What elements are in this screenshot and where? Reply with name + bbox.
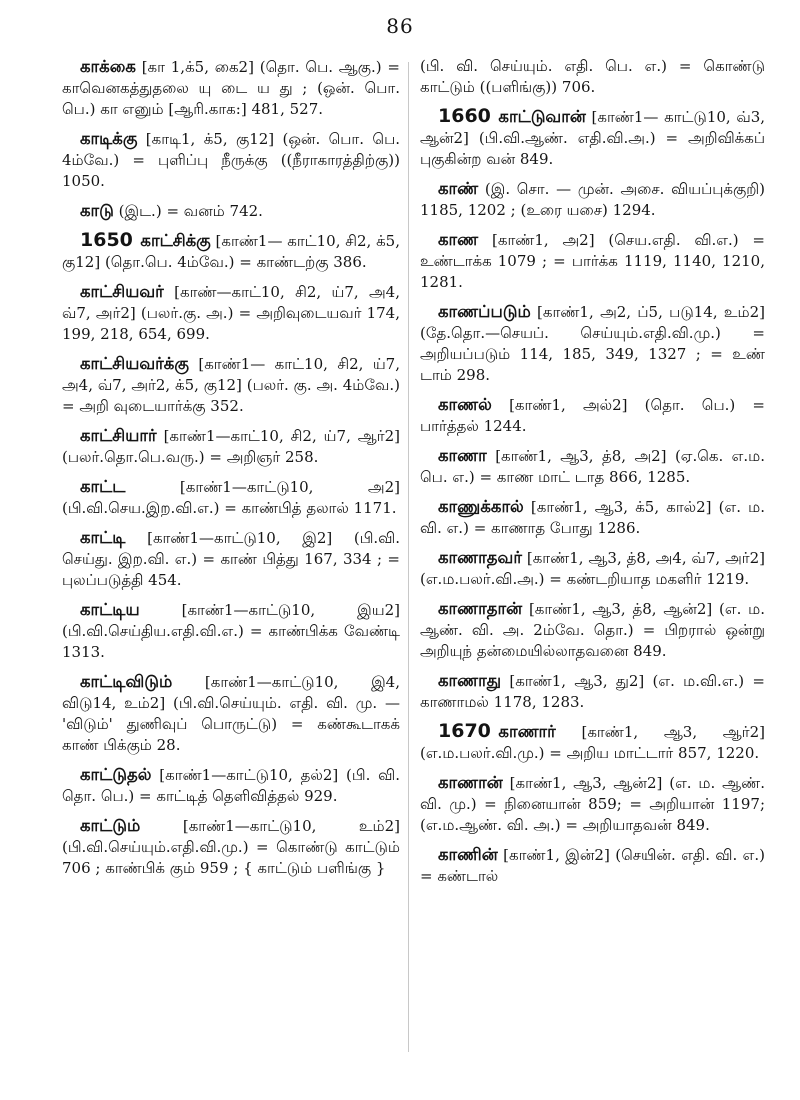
entry-definition: [காண்1— காட்10, சி2, ய்7, அ4, வ்7, அர்2, க்5, கு12] (பலர். கு. அ. 4ம்வே.) = அறி வுடையார்க்கு 352. xyxy=(62,355,400,415)
entry-definition: [காண்1—காட்டு10, இ4, விடு14, உம்2] (பி.வி.செய்யும். எதி. வி. மு. — 'விடும்' துணிவுப் பொருட்டு) = கண்கூடாகக் காண் பிக்கும் 28. xyxy=(62,673,400,754)
headword: காட்ட xyxy=(80,477,126,496)
headword: காட்டும் xyxy=(80,816,141,835)
headword: காணப்படும் xyxy=(438,302,531,321)
right-column xyxy=(420,56,765,895)
headword: காணா xyxy=(438,446,487,465)
entry-serial-number: 1670 xyxy=(438,720,491,742)
headword: காணார் xyxy=(498,722,556,741)
entry-definition: [கா 1,க்5, கை2] (தொ. பெ. ஆகு.) = காவெனகத்துதலை யு டை ய து ; (ஒன். பொ. பெ.) கா எனும் [ஆரி.காக:] 481, 527. xyxy=(62,58,400,118)
entry-definition: [காண்1—காட்டு10, அ2] (பி.வி.செய.இற.வி.எ.) = காண்பித் தலால் 1171. xyxy=(62,478,400,517)
headword: காணின் xyxy=(438,845,498,864)
dictionary-entry xyxy=(62,56,400,120)
dictionary-entry xyxy=(62,527,400,591)
entry-definition: [காண்1, ஆ3, ஆன்2] (எ. ம. ஆண். வி. மு.) = நினையான் 859; = அறியான் 1197; (எ.ம.ஆண். வி. அ.) = அறியாதவன் 849. xyxy=(420,774,765,834)
entry-serial-number: 1660 xyxy=(438,105,491,127)
entry-definition: (பி. வி. செய்யும். எதி. பெ. எ.) = கொண்டு காட்டும் ((பளிங்கு)) 706. xyxy=(420,57,765,96)
headword: காட்டுதல் xyxy=(80,765,152,784)
dictionary-entry xyxy=(420,445,765,488)
headword: காட்டுவான் xyxy=(498,107,586,126)
headword: காட்டிய xyxy=(80,600,140,619)
entry-definition: [காண்1— காட்டு10, வ்3, ஆன்2] (பி.வி.ஆண். எதி.வி.அ.) = அறிவிக்கப் புகுகின்ற வன் 849. xyxy=(420,108,765,168)
entry-definition: [காடி1, க்5, கு12] (ஒன். பொ. பெ. 4ம்வே.) = புளிப்பு நீருக்கு ((நீராகாரத்திற்கு)) 1050. xyxy=(62,130,400,190)
dictionary-entry xyxy=(62,128,400,192)
dictionary-entry xyxy=(420,721,765,764)
entry-definition: [காண்1, இன்2] (செயின். எதி. வி. எ.) = கண்டால் xyxy=(420,846,765,885)
headword: காட்டி xyxy=(80,528,126,547)
headword: காட்சிக்கு xyxy=(140,231,211,250)
headword: காட்டிவிடும் xyxy=(80,672,173,691)
headword: காண் xyxy=(438,179,479,198)
entry-definition: [காண்1, அ2, ப்5, படு14, உம்2] (தே.தொ.—செயப். செய்யும்.எதி.வி.மு.) = அறியப்படும் 114, 185, 349, 1327 ; = உண் டாம் 298. xyxy=(420,303,765,384)
entry-definition: [காண்1—காட்டு10, தல்2] (பி. வி. தொ. பெ.) = காட்டித் தெளிவித்தல் 929. xyxy=(62,766,400,805)
headword: காணல் xyxy=(438,395,492,414)
entry-definition: [காண்1, ஆ3, ஆர்2] (எ.ம.பலர்.வி.மு.) = அறிய மாட்டார் 857, 1220. xyxy=(420,723,765,762)
headword: காணாதவர் xyxy=(438,548,522,567)
page-number: 86 xyxy=(386,14,414,38)
dictionary-entry xyxy=(420,670,765,713)
entry-definition: (இட.) = வனம் 742. xyxy=(113,202,263,220)
entry-definition: [காண்1—காட்டு10, இ2] (பி.வி. செய்து. இற.வி. எ.) = காண் பித்து 167, 334 ; = புலப்படுத்தி 454. xyxy=(62,529,400,589)
dictionary-entry xyxy=(420,106,765,170)
dictionary-entry xyxy=(420,56,765,98)
headword: காட்சியவர்க்கு xyxy=(80,354,189,373)
entry-definition: [காண்1— காட்10, சி2, க்5, கு12] (தொ.பெ. 4ம்வே.) = காண்டற்கு 386. xyxy=(62,232,400,271)
entry-definition: [காண்1, ஆ3, த்8, அ2] (ஏ.கெ. எ.ம. பெ. எ.) = காண மாட் டாத 866, 1285. xyxy=(420,447,765,486)
dictionary-entry xyxy=(420,229,765,293)
dictionary-entry xyxy=(62,281,400,345)
dictionary-entry xyxy=(420,598,765,662)
dictionary-entry xyxy=(420,394,765,437)
dictionary-entry xyxy=(420,547,765,590)
entry-definition: [காண்1, அ2] (செய.எதி. வி.எ.) = உண்டாக்க 1079 ; = பார்க்க 1119, 1140, 1210, 1281. xyxy=(420,231,765,291)
dictionary-entry xyxy=(62,599,400,663)
dictionary-entry xyxy=(420,496,765,539)
left-column xyxy=(62,56,400,887)
headword: காணான் xyxy=(438,773,503,792)
entry-definition: [காண்1, ஆ3, த்8, ஆன்2] (எ. ம. ஆண். வி. அ. 2ம்வே. தொ.) = பிறரால் ஒன்று அறியுந் தன்மையில்லாதவனை 849. xyxy=(420,600,765,660)
dictionary-entry xyxy=(62,815,400,879)
headword: காணாதான் xyxy=(438,599,523,618)
dictionary-entry xyxy=(62,200,400,222)
dictionary-entry xyxy=(420,772,765,836)
headword: காடிக்கு xyxy=(80,129,138,148)
headword: காணாது xyxy=(438,671,502,690)
headword: காணுக்கால் xyxy=(438,497,524,516)
entry-definition: (இ. சொ. — முன். அசை. வியப்புக்குறி) 1185, 1202 ; (உரை யசை) 1294. xyxy=(420,180,765,219)
entry-definition: [காண்—காட்10, சி2, ய்7, அ4, வ்7, அர்2] (பலர்.கு. அ.) = அறிவுடையவர் 174, 199, 218, 654, 699. xyxy=(62,283,400,343)
entry-definition: [காண்1, அல்2] (தொ. பெ.) = பார்த்தல் 1244. xyxy=(420,396,765,435)
headword: காடு xyxy=(80,201,114,220)
entry-definition: [காண்1—காட்டு10, உம்2] (பி.வி.செய்யும்.எதி.வி.மு.) = கொண்டு காட்டும் 706 ; காண்பிக் கும் 959 ; { காட்டும் பளிங்கு } xyxy=(62,817,400,877)
dictionary-entry xyxy=(62,353,400,417)
dictionary-entry xyxy=(62,476,400,519)
dictionary-entry xyxy=(420,844,765,887)
dictionary-entry xyxy=(62,230,400,273)
dictionary-entry xyxy=(62,425,400,468)
entry-definition: [காண்1, ஆ3, த்8, அ4, வ்7, அர்2] (எ.ம.பலர்.வி.அ.) = கண்டறியாத மகளிர் 1219. xyxy=(420,549,765,588)
column-divider xyxy=(408,62,409,1052)
entry-definition: [காண்1, ஆ3, து2] (எ. ம.வி.எ.) = காணாமல் 1178, 1283. xyxy=(420,672,765,711)
entry-definition: [காண்1—காட்டு10, இய2] (பி.வி.செய்திய.எதி.வி.எ.) = காண்பிக்க வேண்டி 1313. xyxy=(62,601,400,661)
entry-definition: [காண்1—காட்10, சி2, ய்7, ஆர்2] (பலர்.தொ.பெ.வரு.) = அறிஞர் 258. xyxy=(62,427,400,466)
entry-serial-number: 1650 xyxy=(80,229,133,251)
headword: காக்கை xyxy=(80,57,136,76)
headword: காண xyxy=(438,230,479,249)
headword: காட்சியார் xyxy=(80,426,157,445)
entry-definition: [காண்1, ஆ3, க்5, கால்2] (எ. ம. வி. எ.) = காணாத போது 1286. xyxy=(420,498,765,537)
headword: காட்சியவர் xyxy=(80,282,164,301)
dictionary-entry xyxy=(62,764,400,807)
dictionary-entry xyxy=(420,178,765,221)
dictionary-entry xyxy=(62,671,400,756)
dictionary-entry xyxy=(420,301,765,386)
